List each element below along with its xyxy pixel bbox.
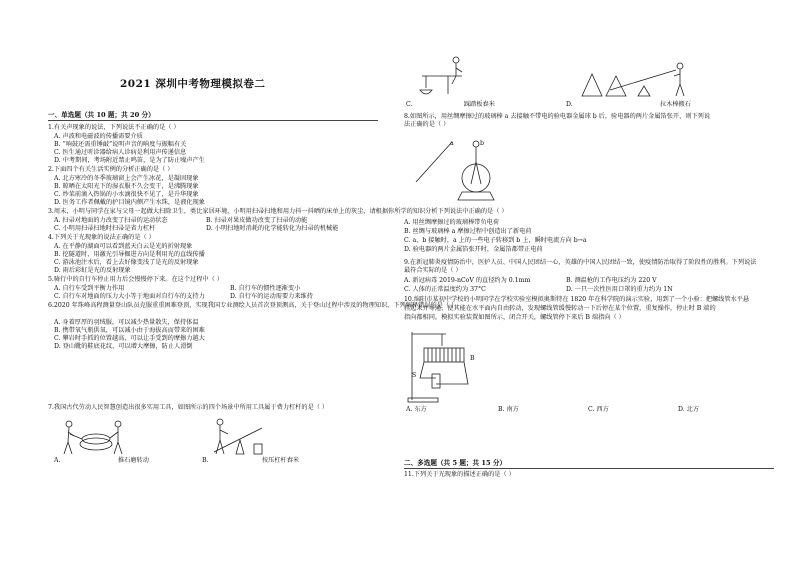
q2-stem: 2.下面四个有关生活实例的分析正确的是（ ）	[48, 166, 174, 173]
q8-option-c[interactable]: C. a、b 接触时，a 上的一些电子转移到 b 上，瞬时电流方向 b→a	[404, 237, 587, 244]
fig-label-b: b	[480, 140, 484, 147]
q6-option-d[interactable]: D. 登山靴的鞋底花纹，可以增大摩擦，防止人滑倒	[54, 343, 193, 350]
q5-option-b[interactable]: B. 自行车的惯性逐渐变小	[230, 285, 301, 292]
q7-option-c-label: 踩踏板舂米	[464, 101, 495, 108]
q10-stem-cont2: 指向都相同。模拟实验装置如图所示，闭合开关，螺线管停下来后 B 端指向（ ）	[404, 314, 625, 321]
q6-option-c[interactable]: C. 攀岩时手抓的位置越高，可以让手受到的摩擦力越大	[54, 335, 205, 342]
q7-option-a-label: 推石磨转动	[118, 457, 149, 464]
q1-option-b[interactable]: B. “响鼓还需重锤敲”说明声音的响度与振幅有关	[54, 141, 187, 148]
q8-stem-cont: 法正确的是（ ）	[404, 121, 450, 128]
q9-stem-cont: 最符合实际的是（ ）	[404, 267, 462, 274]
q9-option-d[interactable]: D. 一只一次性医用口罩的重力约为 1N	[566, 286, 673, 293]
q4-option-a[interactable]: A. 在平静的湖面可以看到蓝天白云是光的折射现象	[54, 243, 193, 250]
stone-mill-figure	[60, 414, 130, 460]
q1-option-c[interactable]: C. 医生通过听诊器给病人诊病是利用声传递信息	[54, 149, 187, 156]
q10-stem-cont: 挂起来并导通，使其能在水平面内自由转动，发现螺线管缓慢转动一下后停在某个位置，重复操作，停止时 B 端的	[404, 305, 716, 312]
q7-option-d-letter[interactable]: D.	[566, 101, 573, 108]
q8-option-b[interactable]: B. 丝绸与玻璃棒 a 摩擦过程中创造出了新电荷	[404, 228, 532, 235]
q10-option-b[interactable]: B. 南方	[498, 406, 519, 413]
q1-stem: 1.有关声现象的说法，下列说法不正确的是（ ）	[48, 124, 180, 131]
q7-option-a-letter[interactable]: A.	[54, 457, 61, 464]
section-multi-choice-heading: 二、多选题（共 5 题；共 15 分）	[404, 459, 507, 467]
section-divider	[48, 120, 378, 121]
q5-option-c[interactable]: C. 自行车对地面的压力大小等于地面对自行车的支持力	[54, 293, 205, 300]
q3-option-c[interactable]: C. 小明用扫帚扫地时扫帚是省力杠杆	[54, 225, 156, 232]
q4-stem: 4.下列关于光现象的说法正确的是（ ）	[48, 234, 155, 241]
q2-option-a[interactable]: A. 北方寒冷的冬季玻璃窗上会产生冰花，是凝固现象	[54, 175, 199, 182]
q10-option-d[interactable]: D. 北方	[678, 406, 700, 413]
q9-stem: 9.在新冠肺炎疫情防治中，医护人员、中国人民团结一心，英雄的中国人民团结一致，使疫情防治取得了阶段性的胜利。下列说法	[404, 259, 757, 266]
q3-stem: 3.周末，小明与同学在家与父母一起做大扫除卫生，类比家居环境，小明用扫帚扫地和用力抖一抖晒的床单上的灰尘，请根据你所学的知识分析下列说法中正确的是（ ）	[48, 208, 508, 215]
q8-option-d[interactable]: D. 验电器的两片金属箔张开时，金属箔都带正电荷	[404, 246, 543, 253]
q8-stem: 8.如图所示，用丝绸摩擦过的玻璃棒 a 去接触不带电的验电器金属球 b 后，验电器的两片金属箔张开，则下列说	[404, 113, 711, 120]
q7-stem: 7.我国古代劳动人民智慧创造出很多实用工具，如图所示的四个场景中所用工具属于费力杠杆的是（ ）	[48, 404, 329, 411]
q6-option-b[interactable]: B. 携带氧气瓶供氧，可以减小由于海拔高而带来的困难	[54, 327, 205, 334]
q9-option-b[interactable]: B. 测温枪的工作电压约为 220 V	[566, 277, 657, 284]
fig-label-a: a	[450, 140, 454, 147]
section-divider-2	[404, 468, 774, 469]
q9-option-c[interactable]: C. 人体的正常温度约为 37°C	[404, 286, 486, 293]
page-title: 2021 深圳中考物理模拟卷二	[120, 78, 266, 90]
q6-stem: 6.2020 年珠峰高程测量登山队员克服重重困难登顶，实现我国专业测绘人员首次登顶测高，关于登山过程中涉及的物理知识，下列解释错误的是（ ）	[48, 302, 458, 309]
q5-stem: 5.骑行中的自行车停止用力后会慢慢停下来。在这个过程中（ ）	[48, 276, 223, 283]
q1-option-d[interactable]: D. 中考期间，考场附近禁止鸣笛，是为了防止噪声产生	[54, 157, 205, 164]
q4-option-b[interactable]: B. 挖隧道时，用激光引导掘进方向是利用光的直线传播	[54, 251, 205, 258]
q3-option-a[interactable]: A. 扫帚对地面的力改变了扫帚的运动状态	[54, 217, 168, 224]
press-lever-figure	[208, 414, 268, 460]
q4-option-c[interactable]: C. 游泳池注水后，看上去好像变浅了是光的反射现象	[54, 259, 199, 266]
q2-option-c[interactable]: C. 炒菜前滴入热锅的小水滴很快不见了，是升华现象	[54, 191, 199, 198]
q5-option-d[interactable]: D. 自行车的运动需要力来维持	[230, 293, 313, 300]
section-single-choice-heading: 一、单选题（共 10 题；共 20 分）	[48, 111, 155, 119]
pole-lever-figure	[580, 60, 690, 102]
q2-option-d[interactable]: D. 医务工作者佩戴的护目镜内侧产生水珠，是液化现象	[54, 199, 205, 206]
q5-option-a[interactable]: A. 自行车受到平衡力作用	[54, 285, 125, 292]
treadle-figure	[418, 54, 468, 102]
q3-option-d[interactable]: D. 小明扫地时消耗的化学能转化为扫帚的机械能	[206, 225, 339, 232]
q7-option-d-label: 拉木棒搬石	[660, 101, 691, 108]
q10-option-c[interactable]: C. 西方	[588, 406, 609, 413]
q2-option-b[interactable]: B. 晾晒在太阳光下的湿衣服不久会变干，是沸腾现象	[54, 183, 199, 190]
q1-option-a[interactable]: A. 声波和电磁波的传播需要介质	[54, 133, 143, 140]
q7-option-c-letter[interactable]: C.	[406, 101, 413, 108]
solenoid-figure	[406, 328, 476, 404]
q10-stem: 10.绵阳市某初中学校的小明同学在学校实验室模拟奥斯特在 1820 年在科学院的演示实验，用到了一个小验：把螺线管水平悬	[404, 296, 750, 303]
q3-option-b[interactable]: B. 扫帚对果皮做功改变了扫帚的动能	[206, 217, 308, 224]
q6-option-a[interactable]: A. 身着厚厚的羽绒服，可以减少热量散失，保持体温	[54, 319, 199, 326]
q4-option-d[interactable]: D. 雨后彩虹是光的反射现象	[54, 267, 131, 274]
q9-option-a[interactable]: A. 新冠病毒 2019-nCoV 的直径约为 0.1mm	[404, 277, 531, 284]
fig-label-b2: B	[470, 355, 475, 362]
fig-label-s: S	[412, 372, 417, 379]
q8-option-a[interactable]: A. 用丝绸摩擦过的玻璃棒带负电荷	[404, 219, 500, 226]
electroscope-figure	[414, 132, 524, 208]
q7-option-b-letter[interactable]: B.	[202, 457, 209, 464]
q10-option-a[interactable]: A. 东方	[406, 406, 427, 413]
q11-stem: 11.下列关于光现象的描述正确的是（ ）	[404, 471, 515, 478]
q7-option-b-label: 按压杠杆舂米	[262, 457, 300, 464]
